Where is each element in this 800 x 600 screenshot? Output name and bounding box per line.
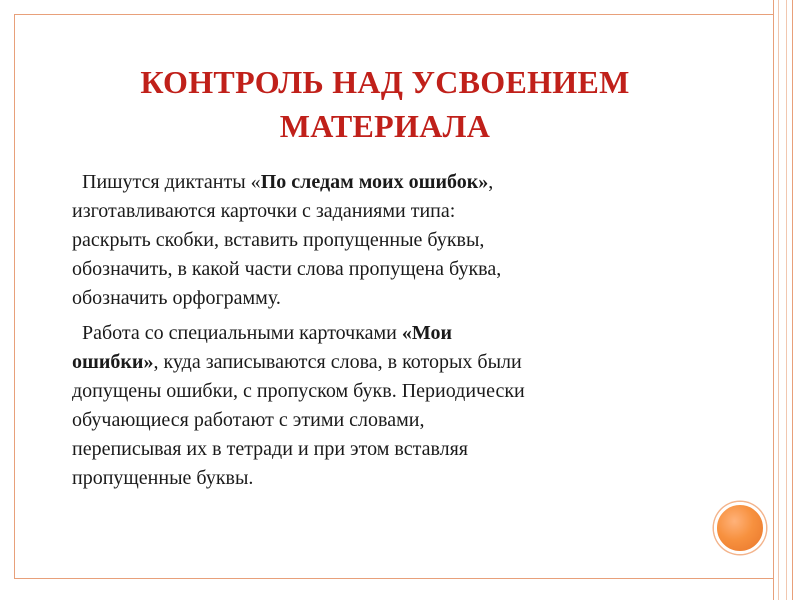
paragraph-line xyxy=(72,348,692,377)
paragraph-line xyxy=(82,168,692,197)
paragraph-line: переписывая их в тетради и при этом вставляя xyxy=(72,438,469,460)
frame-left-line xyxy=(14,14,15,578)
paragraph-line: изготавливаются карточки с заданиями типа: xyxy=(72,200,456,222)
paragraph-dictations xyxy=(72,168,692,313)
bold-phrase: «Мои xyxy=(401,322,453,344)
slide-body xyxy=(72,168,692,499)
paragraph-line: обозначить орфограмму. xyxy=(72,287,281,309)
paragraph-cards xyxy=(72,319,692,493)
paragraph-line: пропущенные буквы. xyxy=(72,467,254,489)
text-run: Работа со специальными карточками xyxy=(82,322,402,344)
text-run: , куда записываются слова, в которых были xyxy=(153,351,522,373)
frame-bottom-line xyxy=(14,578,774,579)
paragraph-line: раскрыть скобки, вставить пропущенные буквы, xyxy=(72,229,485,251)
frame-right-band-line xyxy=(778,0,779,600)
paragraph-line xyxy=(80,319,692,348)
frame-right-band-line xyxy=(786,0,787,600)
text-run: , xyxy=(488,171,494,193)
title-line-1: КОНТРОЛЬ НАД УСВОЕНИЕМ xyxy=(140,64,630,100)
paragraph-line: допущены ошибки, с пропуском букв. Периодически xyxy=(72,380,525,402)
frame-top-line xyxy=(14,14,774,15)
text-run: Пишутся диктанты « xyxy=(82,171,261,193)
frame-right-band xyxy=(773,0,793,600)
orange-circle-decoration xyxy=(714,502,766,554)
bold-phrase: По следам моих ошибок» xyxy=(260,171,489,193)
title-line-2: МАТЕРИАЛА xyxy=(279,108,491,144)
bold-phrase: ошибки» xyxy=(72,351,154,373)
slide-title xyxy=(60,60,710,148)
paragraph-line: обучающиеся работают с этими словами, xyxy=(72,409,425,431)
paragraph-line: обозначить, в какой части слова пропущена буква, xyxy=(72,258,502,280)
